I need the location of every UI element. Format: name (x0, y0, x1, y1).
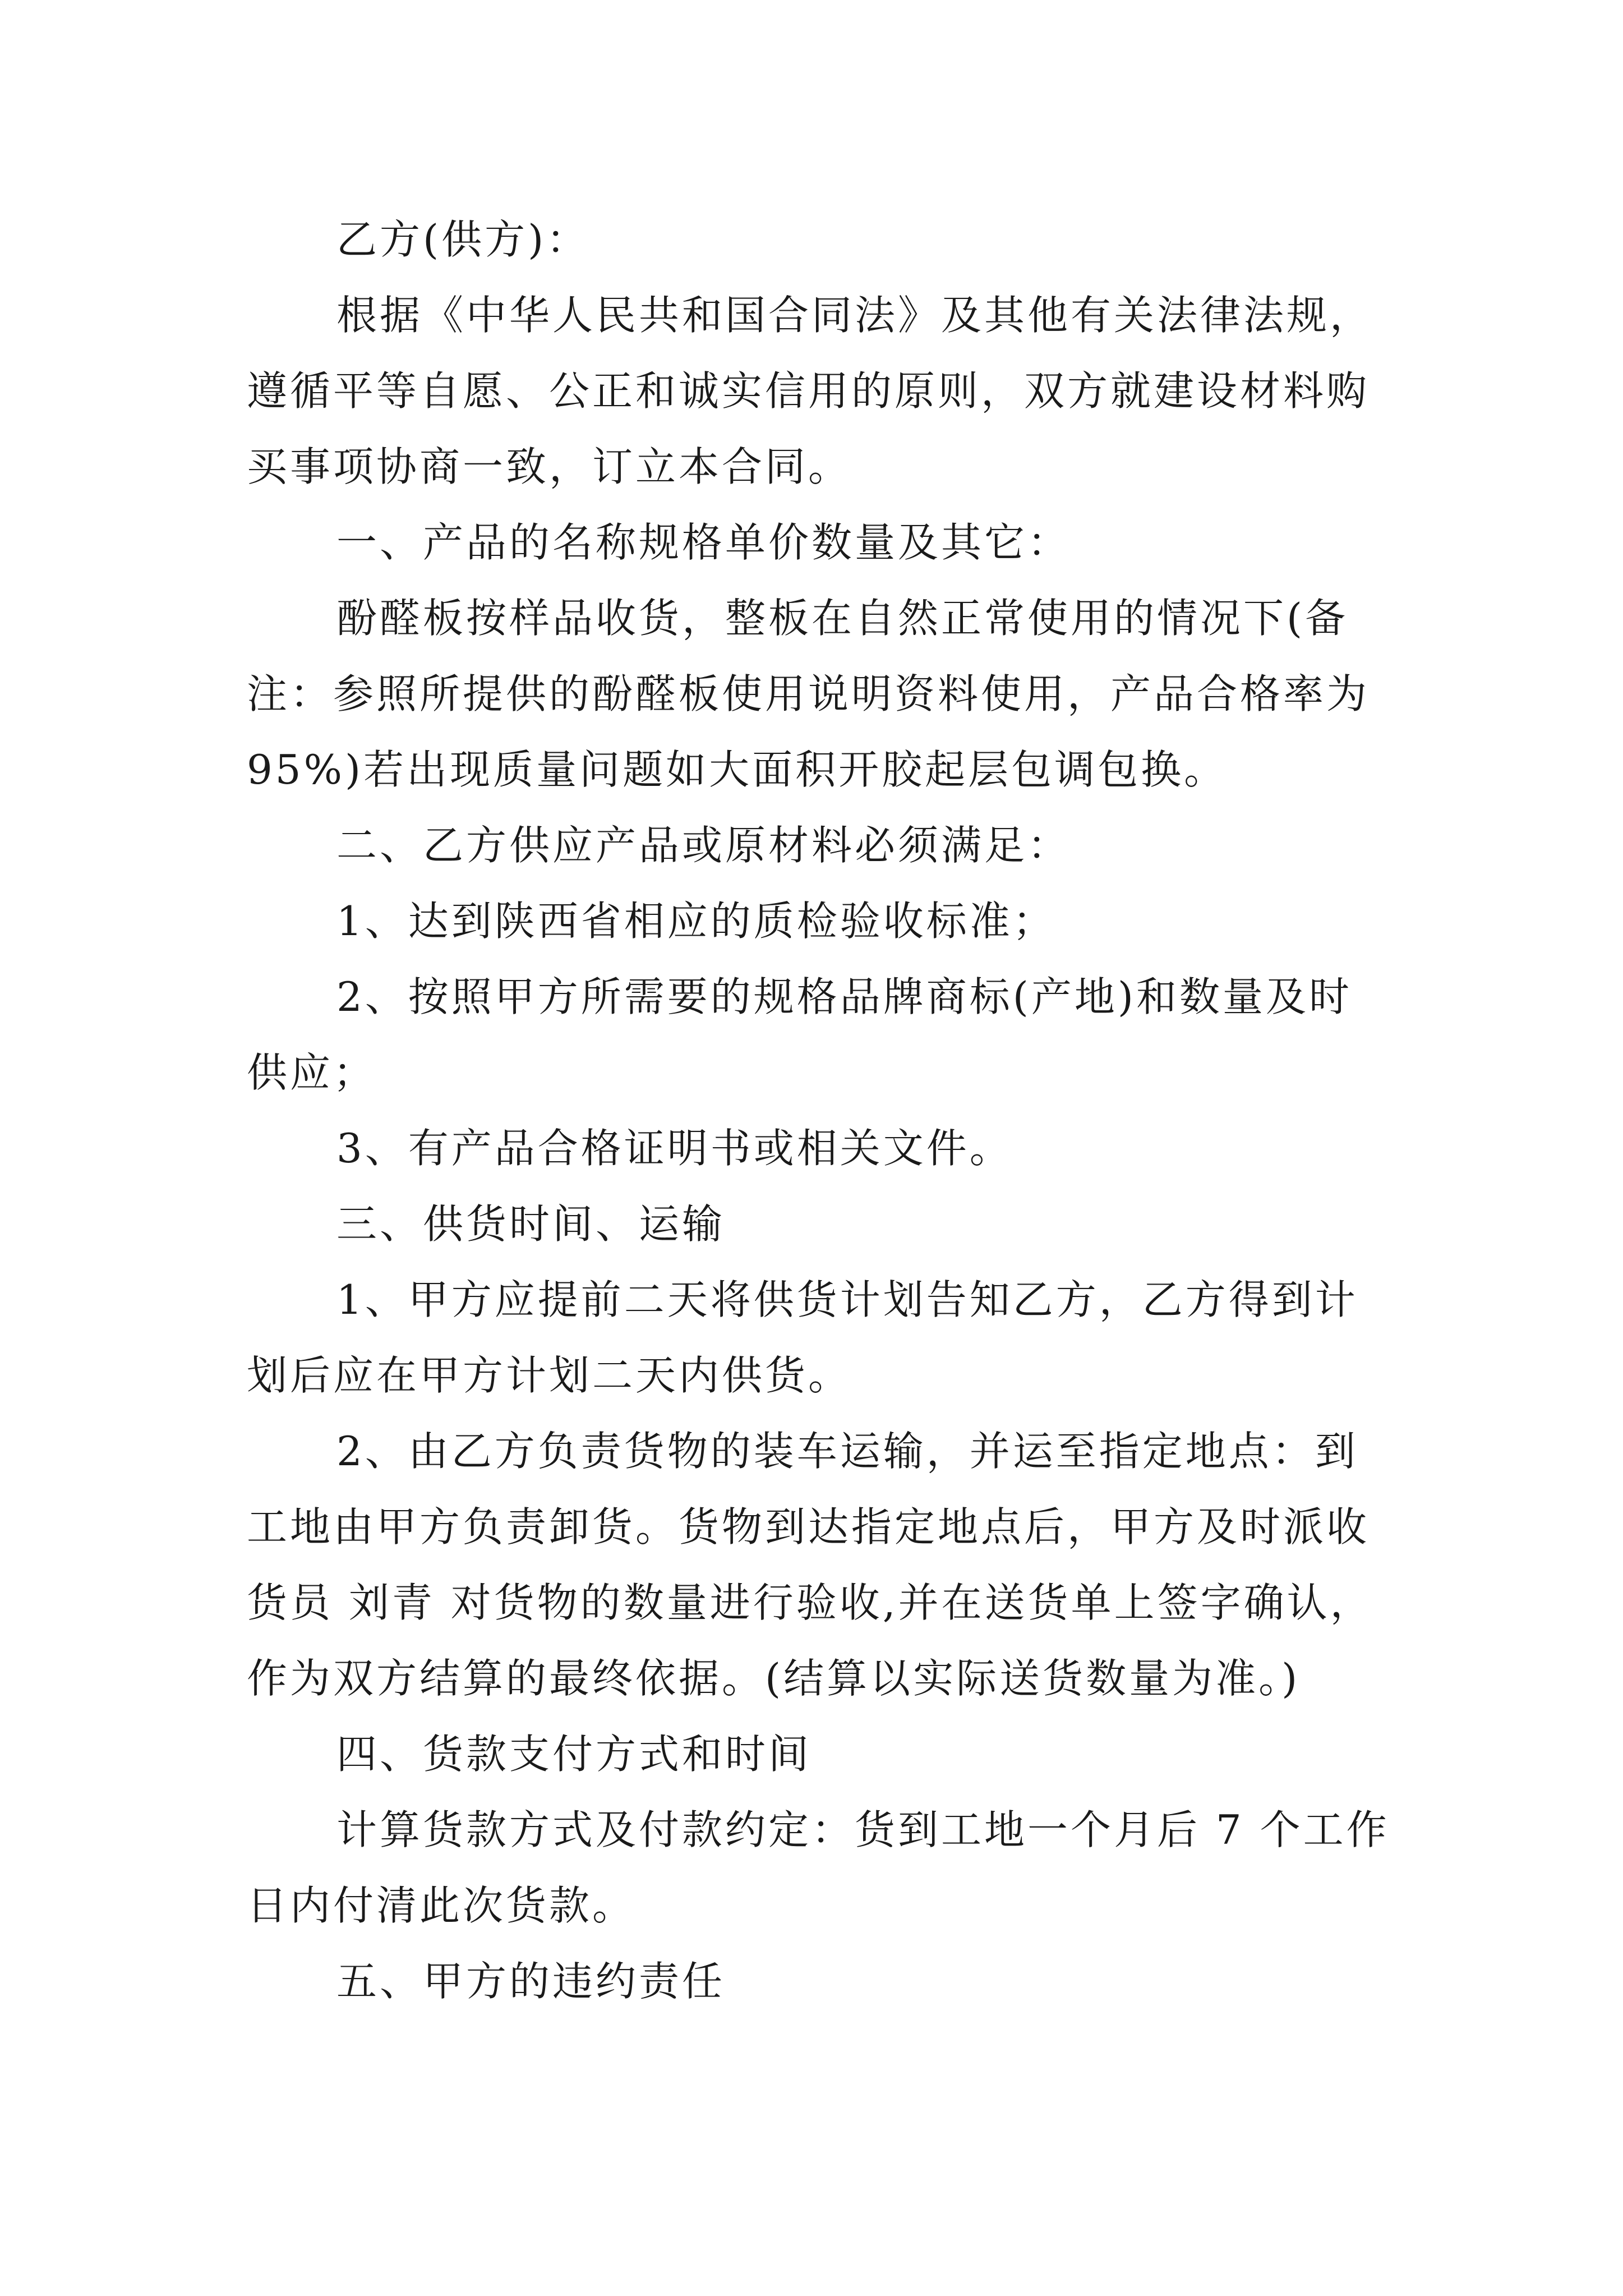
section-3-item-2-cont-1: 工地由甲方负责卸货。货物到达指定地点后，甲方及时派收 (247, 1503, 1370, 1550)
section-5-heading: 五、甲方的违约责任 (336, 1958, 726, 2005)
section-2-item-2: 2、按照甲方所需要的规格品牌商标(产地)和数量及时 (336, 973, 1352, 1020)
section-4-line-1: 计算货款方式及付款约定：货到工地一个月后 7 个工作 (336, 1806, 1390, 1853)
section-2-heading: 二、乙方供应产品或原材料必须满足： (336, 822, 1071, 869)
section-1-heading: 一、产品的名称规格单价数量及其它： (336, 519, 1071, 566)
section-3-item-2-cont-2: 货员 刘青 对货物的数量进行验收,并在送货单上签字确认， (247, 1579, 1373, 1626)
section-1-line-1: 酚醛板按样品收货，整板在自然正常使用的情况下(备 (336, 595, 1349, 642)
section-3-item-1: 1、甲方应提前二天将供货计划告知乙方，乙方得到计 (336, 1276, 1358, 1323)
section-3-item-2-cont-3: 作为双方结算的最终依据。(结算以实际送货数量为准。) (247, 1655, 1301, 1702)
preamble-line-1: 根据《中华人民共和国合同法》及其他有关法律法规， (336, 292, 1373, 339)
section-3-item-1-cont: 划后应在甲方计划二天内供货。 (247, 1352, 852, 1399)
section-1-line-2: 注：参照所提供的酚醛板使用说明资料使用，产品合格率为 (247, 670, 1370, 717)
section-1-line-3: 95%)若出现质量问题如大面积开胶起层包调包换。 (247, 746, 1228, 793)
section-2-item-1: 1、达到陕西省相应的质检验收标准； (336, 898, 1056, 945)
preamble-line-3: 买事项协商一致，订立本合同。 (247, 443, 852, 490)
section-2-item-2-cont: 供应； (247, 1049, 377, 1096)
section-4-heading: 四、货款支付方式和时间 (336, 1731, 812, 1778)
party-b-label: 乙方(供方)： (336, 216, 590, 263)
section-3-heading: 三、供货时间、运输 (336, 1200, 726, 1248)
preamble-line-2: 遵循平等自愿、公正和诚实信用的原则，双方就建设材料购 (247, 367, 1370, 415)
section-3-item-2: 2、由乙方负责货物的装车运输，并运至指定地点：到 (336, 1428, 1358, 1475)
section-4-line-2: 日内付清此次货款。 (247, 1882, 636, 1929)
section-2-item-3: 3、有产品合格证明书或相关文件。 (336, 1125, 1013, 1172)
